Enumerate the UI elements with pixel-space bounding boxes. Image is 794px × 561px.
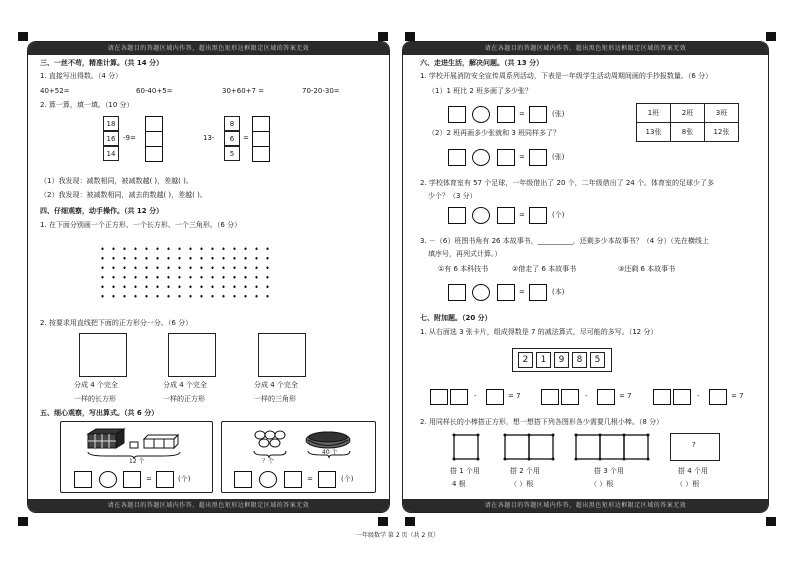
eq1-unit: (个) [178,475,191,483]
registration-mark-bottom-left [18,517,28,526]
r-q1b-operator-circle[interactable] [472,149,490,166]
left-top-notice: 请在各题目的答题区域内作答，超出黑色矩形边框限定区域的答案无效 [28,42,389,55]
r-q1-sub1: （1）1 班比 2 班多画了多少张？ [428,87,533,95]
sub2-box-3[interactable] [597,389,615,405]
stick-caption-1-bottom: 4 根 [452,480,466,488]
q2-note-2: （2）我发现：被减数相同，减去的数越( )，差越( )。 [40,191,207,199]
r-q3-option-3: ③还剩 6 本故事书 [618,265,676,273]
sub3-box-1[interactable] [653,389,671,405]
square-divide-1[interactable] [79,333,127,377]
dot-grid[interactable] [97,244,277,304]
r-q2-box-2[interactable] [497,207,515,224]
calc-right-answer-2[interactable] [252,131,270,147]
section-3-title: 三、一丝不苟，精准计算。（共 14 分） [40,59,164,67]
calc-right-cell-2: 6 [224,131,240,146]
stick-square-1 [452,433,482,463]
sub3-minus: - [697,392,700,400]
stick-caption-1-top: 搭 1 个用 [450,467,480,475]
calc-right-answer-1[interactable] [252,116,270,132]
q1-item-2: 60-40+5= [136,87,173,95]
sub1-box-2[interactable] [450,389,468,405]
r-q7-1-title: 1. 从右面选 3 张卡片，组成得数是 7 的减法算式，尽可能的多写。（12 分） [420,328,658,336]
calc-right-cell-3: 5 [224,146,240,161]
eq2-box-2[interactable] [284,471,302,488]
sub2-result: = 7 [619,392,632,400]
calc-left-cell-3: 14 [103,146,119,161]
registration-mark-top-right [766,32,776,41]
label-12: 12 个 [129,458,145,465]
r-q1-title: 1. 学校开展消防安全宣传周系列活动，下表是一年级学生活动周期间画的手抄报数量。（6 分） [420,72,713,80]
r-q1b-box-2[interactable] [497,149,515,166]
r-q3-title-2: 填序号，再列式计算。） [428,250,502,258]
r-q3-operator-circle[interactable] [472,284,490,301]
sub3-result: = 7 [731,392,744,400]
r-q3-box-2[interactable] [497,284,515,301]
r-q3-box-3[interactable] [529,284,547,301]
stick-caption-3-top: 搭 3 个用 [594,467,624,475]
table-header-2: 2班 [670,103,705,123]
r-q7-2-title: 2. 用同样长的小棒搭正方形，想一想搭下列各图形各少需要几根小棒。（8 分） [420,418,664,426]
calc-left-answer-1[interactable] [145,116,163,132]
calc-left-answer-3[interactable] [145,146,163,162]
left-bottom-notice: 请在各题目的答题区域内作答，超出黑色矩形边框限定区域的答案无效 [28,499,389,512]
eq1-box-2[interactable] [123,471,141,488]
square-caption-3b: 一样的三角形 [254,395,296,403]
calc-left-answer-2[interactable] [145,131,163,147]
r-q3-option-1: ①有 6 本科技书 [438,265,489,273]
square-caption-2a: 分成 4 个完全 [163,381,207,389]
calc-right-answer-3[interactable] [252,146,270,162]
section-7-title: 七、附加题。（20 分） [420,314,492,322]
number-card-1[interactable]: 2 [518,352,533,368]
q2-title: 2. 算一算，填一填。（10 分） [40,101,134,109]
square-caption-2b: 一样的正方形 [163,395,205,403]
r-q2-box-1[interactable] [448,207,466,224]
r-q2-box-3[interactable] [529,207,547,224]
r-q1a-operator-circle[interactable] [472,106,490,123]
square-caption-1a: 分成 4 个完全 [74,381,118,389]
number-card-5[interactable]: 5 [590,352,605,368]
table-value-1: 13张 [636,122,671,142]
q4-2-title: 2. 按要求用直线把下面的正方形分一分。（6 分） [40,319,193,327]
r-q1a-box-1[interactable] [448,106,466,123]
right-bottom-notice: 请在各题目的答题区域内作答，超出黑色矩形边框限定区域的答案无效 [403,499,768,512]
stick-caption-3-bottom: （ ）根 [590,480,614,488]
eq2-box-1[interactable] [234,471,252,488]
eq1-equals: = [146,475,152,483]
eq1-box-1[interactable] [74,471,92,488]
label-40: 40 个 [322,449,338,456]
number-card-4[interactable]: 8 [572,352,587,368]
eq2-equals: = [307,475,313,483]
r-q3-box-1[interactable] [448,284,466,301]
sub1-box-1[interactable] [430,389,448,405]
r-q1b-box-1[interactable] [448,149,466,166]
r-q1b-unit: (张) [552,153,565,161]
sub2-minus: - [585,392,588,400]
q4-1-title: 1. 在下面分别画一个正方形、一个长方形、一个三角形。（6 分） [40,221,242,229]
q1-title: 1. 直接写出得数。（4 分） [40,72,123,80]
r-q3-unit: (本) [552,288,565,296]
calc-right-equals: = [243,134,249,142]
section-4-title: 四、仔细观察，动手操作。（共 12 分） [40,207,164,215]
square-divide-3[interactable] [258,333,306,377]
sub3-box-2[interactable] [673,389,691,405]
r-q2-title: 2. 学校体育室有 57 个足球，一年级借出了 20 个，二年级借出了 24 个。体育室的足球少了多 [420,179,714,187]
r-q2-title-2: 少个？（3 分） [428,192,477,200]
q1-item-1: 40+52= [40,87,70,95]
sub1-minus: - [474,392,477,400]
eq2-operator-circle[interactable] [259,471,277,488]
label-q: ？个 [262,458,275,465]
eq2-unit: (个) [341,475,354,483]
registration-mark-top-mid-left [378,32,388,41]
q2-note-1: （1）我发现：减数相同，被减数越( )，差越( )。 [40,177,193,185]
sub2-box-2[interactable] [561,389,579,405]
registration-mark-bottom-mid-right [405,517,415,526]
eq1-operator-circle[interactable] [99,471,117,488]
section-5-title: 五、细心观察，写出算式。（共 6 分） [40,409,159,417]
sub2-box-1[interactable] [541,389,559,405]
registration-mark-bottom-right [766,517,776,526]
eq2-box-3[interactable] [318,471,336,488]
eq1-box-3[interactable] [156,471,174,488]
sub1-result: = 7 [508,392,521,400]
page-footer: 一年级数学 第 2 页（共 2 页） [356,532,440,539]
registration-mark-bottom-mid-left [378,517,388,526]
registration-mark-top-mid-right [405,32,415,41]
calc-right-operator: 13- [203,134,215,142]
stick-question-mark: ? [692,441,696,449]
square-divide-2[interactable] [168,333,216,377]
r-q3-option-2: ②借走了 6 本故事书 [512,265,577,273]
r-q1b-box-3[interactable] [529,149,547,166]
r-q1a-unit: (张) [552,110,565,118]
number-card-2[interactable]: 1 [536,352,551,368]
table-value-2: 8张 [670,122,705,142]
square-caption-1b: 一样的长方形 [74,395,116,403]
sub3-box-3[interactable] [709,389,727,405]
table-header-1: 1班 [636,103,671,123]
table-value-3: 12张 [704,122,739,142]
registration-mark-top-left [18,32,28,41]
calc-left-cell-2: 16 [103,131,119,146]
r-q2-operator-circle-1[interactable] [472,207,490,224]
q1-item-3: 30+60+7 = [222,87,265,95]
r-q2-equals: = [519,211,525,219]
r-q1a-equals: = [519,110,525,118]
stick-square-3 [574,433,656,463]
r-q3-equals: = [519,288,525,296]
right-top-notice: 请在各题目的答题区域内作答，超出黑色矩形边框限定区域的答案无效 [403,42,768,55]
calc-left-operator: -9= [123,134,136,142]
calc-left-cell-1: 18 [103,116,119,131]
calc-right-cell-1: 8 [224,116,240,131]
sub1-box-3[interactable] [486,389,504,405]
q1-item-4: 70-20-30= [302,87,340,95]
r-q1a-box-3[interactable] [529,106,547,123]
r-q3-title: 3. －（6）班图书角有 26 本故事书，__________，还剩多少本故事书？（4 分）（先在横线上 [420,237,709,245]
square-caption-3a: 分成 4 个完全 [254,381,298,389]
section-6-title: 六、走进生活，解决问题。（共 13 分） [420,59,544,67]
r-q1b-equals: = [519,153,525,161]
stick-caption-2-bottom: （ ）根 [510,480,534,488]
number-card-3[interactable]: 9 [554,352,569,368]
stick-caption-2-top: 搭 2 个用 [510,467,540,475]
stick-caption-4-bottom: （ ）根 [676,480,700,488]
table-header-3: 3班 [704,103,739,123]
r-q2-unit: (个) [552,211,565,219]
stick-square-2 [503,433,559,463]
stick-caption-4-top: 搭 4 个用 [678,467,708,475]
r-q1-sub2: （2）2 班再画多少张就和 3 班同样多了？ [428,129,561,137]
r-q1a-box-2[interactable] [497,106,515,123]
